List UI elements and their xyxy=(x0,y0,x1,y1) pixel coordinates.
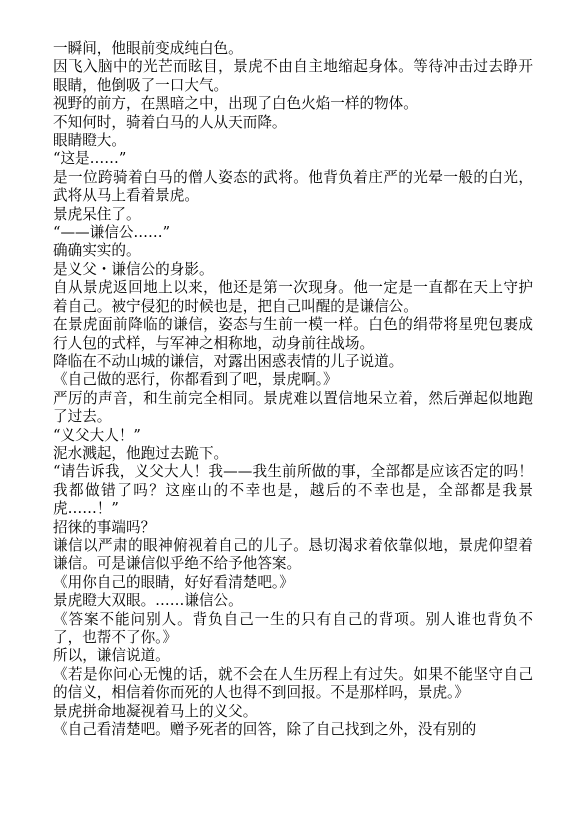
paragraph-9: “——谦信公……” xyxy=(53,224,171,242)
paragraph-21: 谦信以严肃的眼神俯视着自己的儿子。恳切渴求着依靠似地，景虎仰望着谦信。可是谦信似乎绝不给予他答案。 xyxy=(53,536,533,573)
paragraph-10: 确确实实的。 xyxy=(53,242,141,260)
paragraph-2: 因飞入脑中的光芒而眩目，景虎不由自主地缩起身体。等待冲击过去睁开眼睛，他倒吸了一口大气。 xyxy=(53,58,533,94)
paragraph-20: 招徕的事端吗？ xyxy=(53,518,156,536)
paragraph-14: 降临在不动山城的谦信，对露出困惑表情的儿子说道。 xyxy=(53,352,404,370)
paragraph-13: 在景虎面前降临的谦信，姿态与生前一模一样。白色的绢带将星兜包裹成行人包的式样，与军神之相称地，动身前往战场。 xyxy=(53,316,533,352)
paragraph-4: 不知何时，骑着白马的人从天而降。 xyxy=(53,113,287,131)
paragraph-8: 景虎呆住了。 xyxy=(53,205,141,223)
paragraph-15: 《自己做的恶行，你都看到了吧，景虎啊。》 xyxy=(53,371,338,389)
paragraph-17: “义父大人！” xyxy=(53,426,141,444)
paragraph-25: 所以，谦信说道。 xyxy=(53,647,170,665)
paragraph-7: 是一位跨骑着白马的僧人姿态的武将。他背负着庄严的光晕一般的白光，武将从马上看着景虎。 xyxy=(53,168,533,205)
paragraph-3: 视野的前方，在黑暗之中，出现了白色火焰一样的物体。 xyxy=(53,95,418,113)
paragraph-5: 眼睛瞪大。 xyxy=(53,132,126,150)
paragraph-27: 景虎拼命地凝视着马上的义父。 xyxy=(53,702,258,720)
paragraph-28: 《自己看清楚吧。赠予死者的回答，除了自己找到之外，没有别的 xyxy=(53,721,477,739)
paragraph-19: “请告诉我，义父大人！我——我生前所做的事，全部都是应该否定的吗！我都做错了吗？这座山的不幸也是，越后的不幸也是，全部都是我景虎……！” xyxy=(53,463,533,518)
paragraph-16: 严厉的声音，和生前完全相同。景虎难以置信地呆立着，然后弹起似地跑了过去。 xyxy=(53,389,533,426)
paragraph-23: 景虎瞪大双眼。……谦信公。 xyxy=(53,592,243,610)
paragraph-22: 《用你自己的眼睛，好好看清楚吧。》 xyxy=(53,573,294,591)
paragraph-6: “这是……” xyxy=(53,150,127,168)
paragraph-12: 自从景虎返回地上以来，他还是第一次现身。他一定是一直都在天上守护着自己。被宁侵犯的时候也是，把自己叫醒的是谦信公。 xyxy=(53,279,533,315)
paragraph-1: 一瞬间，他眼前变成纯白色。 xyxy=(53,40,243,57)
paragraph-26: 《若是你问心无愧的话，就不会在人生历程上有过失。如果不能坚守自己的信义，相信着你而死的人也得不到回报。不是那样吗，景虎。》 xyxy=(53,665,533,702)
paragraph-11: 是义父・谦信公的身影。 xyxy=(53,260,214,278)
paragraph-18: 泥水溅起，他跑过去跪下。 xyxy=(53,444,229,462)
paragraph-24: 《答案不能问别人。背负自己一生的只有自己的背项。别人谁也背负不了，也帮不了你。》 xyxy=(53,610,533,646)
